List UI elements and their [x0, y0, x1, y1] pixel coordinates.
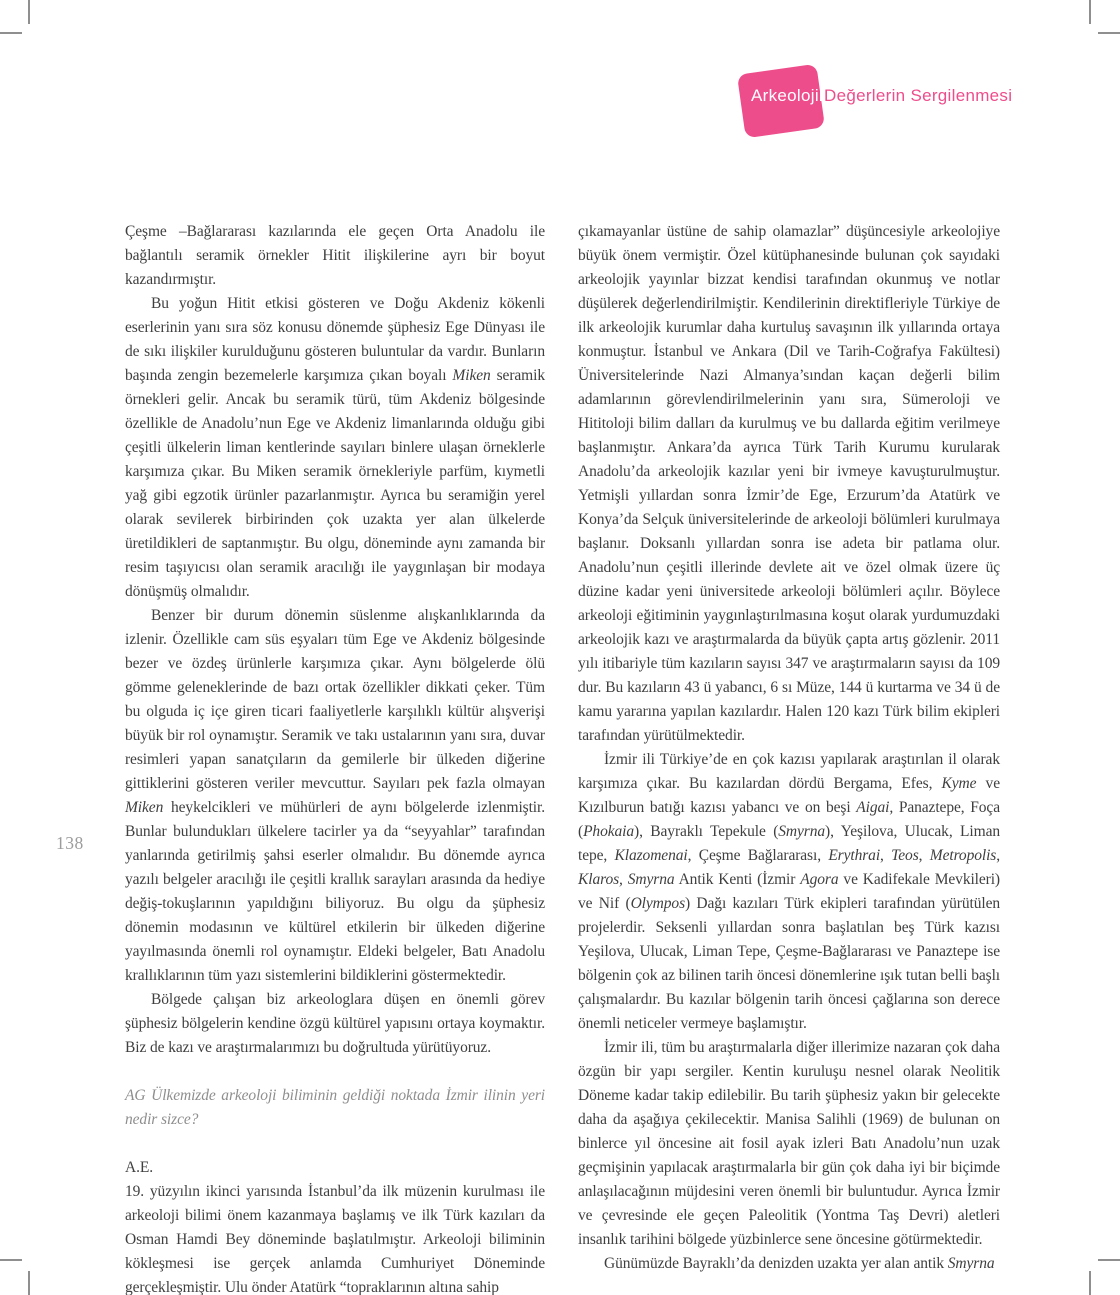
paragraph: Günümüzde Bayraklı’da denizden uzakta yer alan antik Smyrna	[604, 1255, 995, 1272]
interview-question: AG Ülkemizde arkeoloji biliminin geldiği noktada İzmir ilinin yeri nedir sizce?	[125, 1087, 545, 1128]
page-number: 138	[56, 833, 84, 853]
crop-mark-bottom-right-horizontal	[1098, 1259, 1120, 1261]
paragraph: Çeşme –Bağlararası kazılarında ele geçen Orta Anadolu ile bağlantılı seramik örnekler Hitit ilişkilerine ayrı bir boyut kazandırmıştır.	[125, 223, 545, 288]
crop-mark-top-left-horizontal	[0, 32, 22, 34]
crop-mark-bottom-left-horizontal	[0, 1259, 22, 1261]
interviewee-label: A.E.	[125, 1159, 154, 1176]
paragraph: Bu yoğun Hitit etkisi gösteren ve Doğu Akdeniz kökenli eserlerinin yanı sıra söz konusu dönemde şüphesiz Ege Dünyası ile de sıkı ilişkiler kurulduğunu gösteren buluntular da vardır. Bunların başında zengin bezemelerle karşımıza çıkan boyalı Miken seramik örnekleri gelir. Ancak bu seramik türü, tüm Akdeniz bölgesinde özellikle de Anadolu’nun Ege ve Akdeniz limanlarında olduğu gibi çeşitli ülkelerin liman kentlerinde sayıları binlere ulaşan örneklerle karşımıza çıkar. Bu Miken seramik örnekleriyle parfüm, kıymetli yağ gibi egzotik ürünler pazarlanmıştır. Ayrıca bu seramiğin yerel olarak sevilerek birbirinden çok uzakta yer alan ülkelerde üretildikleri de saptanmıştır. Bu olgu, döneminde aynı zamanda bir resim taşıyıcısı olan seramik aracılığı ile yaygınlaşan bir modaya dönüşmüş olmalıdır.	[125, 295, 545, 600]
crop-mark-bottom-left-vertical	[28, 1271, 30, 1295]
chapter-title: Değerlerin Sergilenmesi	[824, 86, 1013, 105]
paragraph: İzmir ili, tüm bu araştırmalarla diğer illerimize nazaran çok daha özgün bir yapı sergiler. Kentin kuruluşu nesnel olarak Neolitik Döneme kadar takip edilebilir. Bu tarih şüphesiz yakın bir gelecekte daha da aşağıya çekilecektir. Manisa Salihli (1969) de bulunan on binlerce yıl öncesine ait fosil ayak izleri Batı Anadolu’nun uzak geçmişinin yapılacak araştırmalarla bir gün çok daha iyi bir biçimde anlaşılacağının müjdesini veren önemli bir buluntudur. Ayrıca İzmir ve çevresinde ele geçen Paleolitik (Yontma Taş Devri) aletleri insanlık tarihini bölgede yüzbinlerce sene öncesine götürmektedir.	[578, 1039, 1000, 1248]
crop-mark-top-left-vertical	[28, 0, 30, 24]
crop-mark-top-right-horizontal	[1098, 32, 1120, 34]
chapter-badge-label: Arkeolojik	[751, 86, 828, 105]
text-column-right	[578, 220, 1000, 1276]
paragraph: 19. yüzyılın ikinci yarısında İstanbul’da ilk müzenin kurulması ile arkeoloji bilimi önem kazanmaya başlamış ve ilk Türk kazıları da Osman Hamdi Bey döneminde başlatılmıştır. Arkeoloji biliminin kökleşmesi ise gerçek anlamda Cumhuriyet Döneminde gerçekleşmiştir. Ulu önder Atatürk “topraklarının altına sahip	[125, 1183, 545, 1295]
paragraph: İzmir ili Türkiye’de en çok kazısı yapılarak araştırılan il olarak karşımıza çıkar. Bu kazılardan dördü Bergama, Efes, Kyme ve Kızılburun batığı kazısı yabancı ve on beşi Aigai, Panaztepe, Foça (Phokaia), Bayraklı Tepekule (Smyrna), Yeşilova, Ulucak, Liman tepe, Klazomenai, Çeşme Bağlararası, Erythrai, Teos, Metropolis, Klaros, Smyrna Antik Kenti (İzmir Agora ve Kadifekale Mevkileri) ve Nif (Olympos) Dağı kazıları Türk ekipleri tarafından yürütülen projelerdir. Seksenli yıllardan sonra başlatılan beş Türk kazısı Yeşilova, Ulucak, Liman Tepe, Çeşme-Bağlararası ve Panaztepe ise bölgenin çok az bilinen tarih öncesi dönemlerine ışık tutan belli başlı çalışmalardır. Bu kazılar bölgenin tarih öncesi çağlarına son derece önemli neticeler vermeye başlamıştır.	[578, 751, 1000, 1032]
text-column-left	[125, 220, 545, 1295]
paragraph: Bölgede çalışan biz arkeologlara düşen en önemli görev şüphesiz bölgelerin kendine özgü kültürel yapısını ortaya koymaktır. Biz de kazı ve araştırmalarımızı bu doğrultuda yürütüyoruz.	[125, 991, 545, 1056]
crop-mark-top-right-vertical	[1089, 0, 1091, 24]
paragraph: Benzer bir durum dönemin süslenme alışkanlıklarında da izlenir. Özellikle cam süs eşyaları tüm Ege ve Akdeniz bölgesinde bezer ve özdeş ürünlerle karşımıza çıkar. Aynı bölgelerde ölü gömme geleneklerinde de bazı ortak özellikler dikkati çeker. Tüm bu olguda iç içe giren ticari faaliyetlerle karşılıklı kültür alışverişi büyük bir rol oynamıştır. Seramik ve takı ustalarının yanı sıra, duvar resimleri yapan sanatçıların da gemilerle bir ülkeden diğerine gittiklerini gösteren veriler mevcuttur. Sayıları pek fazla olmayan Miken heykelcikleri ve mühürleri de aynı bölgelerde izlenmiştir. Bunlar bulundukları ülkelere tacirler ya da “seyyahlar” tarafından yanlarında getirilmiş şahsi eserler olmalıdır. Bu dönemde ayrıca yazılı belgeler aracılığı ile çeşitli krallık sarayları arasında da hediye değiş-tokuşlarının yapıldığını biliyoruz. Bu olgu da şüphesiz dönemin modasının ve kültürel etkilerin bir ülkeden diğerine yayılmasında önemli rol oynamıştır. Eldeki belgeler, Batı Anadolu krallıklarının tüm yazı sistemlerini bildiklerini göstermektedir.	[125, 607, 545, 984]
crop-mark-bottom-right-vertical	[1089, 1271, 1091, 1295]
paragraph: çıkamayanlar üstüne de sahip olamazlar” düşüncesiyle arkeolojiye büyük önem vermiştir. Özel kütüphanesinde bulunan çok sayıdaki arkeolojik yayınlar bizzat kendisi tarafından okunmuş ve notlar düşülerek değerlendirilmiştir. Kendilerinin direktifleriyle Türkiye de ilk arkeolojik kurumlar daha kurtuluş savaşının ilk yıllarında ortaya konmuştur. İstanbul ve Ankara (Dil ve Tarih-Coğrafya Fakültesi) Üniversitelerinde Nazi Almanya’sından kaçan değerli bilim adamlarının görevlendirilmelerinin yanı sıra, Sümeroloji ve Hititoloji bilim dalları da kurulmuş ve bu dallarda eğitim verilmeye başlanmıştır. Ankara’da ayrıca Türk Tarih Kurumu kurularak Anadolu’da arkeolojik kazılar yeni bir ivmeye kavuşturulmuştur. Yetmişli yıllardan sonra İzmir’de Ege, Erzurum’da Atatürk ve Konya’da Selçuk üniversitelerinde de arkeoloji bölümleri kurulmaya başlanır. Doksanlı yıllardan sonra ise adeta bir patlama olur. Anadolu’nun çeşitli illerinde devlete ait ve özel olmak üzere üç düzine kadar yeni üniversitede arkeoloji bölümleri açılır. Böylece arkeoloji eğitiminin yaygınlaştırılmasına koşut olarak yurdumuzdaki arkeolojik kazı ve araştırmalarda da büyük çapta artış gözlenir. 2011 yılı itibariyle tüm kazıların sayısı 347 ve araştırmaların sayısı da 109 dur. Bu kazıların 43 ü yabancı, 6 sı Müze, 144 ü kurtarma ve 34 ü de kamu yararına yapılan kazılardır. Halen 120 kazı Türk bilim ekipleri tarafından yürütülmektedir.	[578, 223, 1000, 744]
